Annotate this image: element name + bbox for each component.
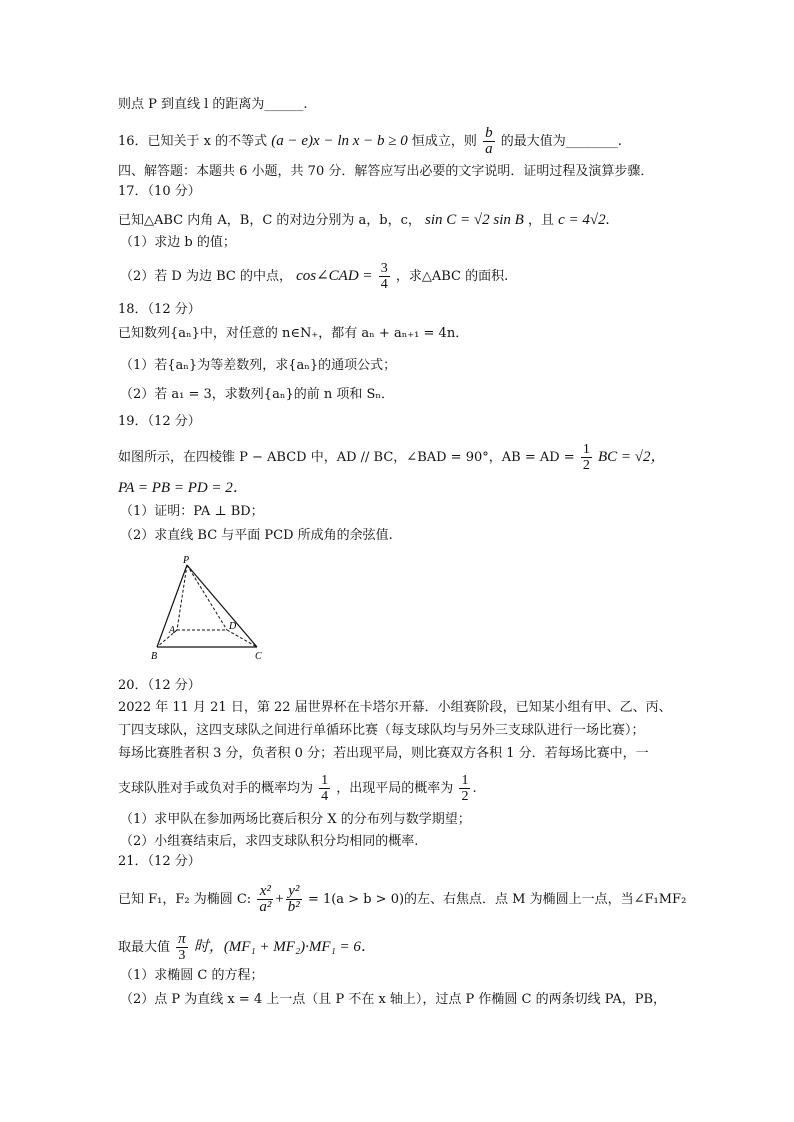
q20-heading: 20．（12 分） [118, 678, 201, 693]
edge-PD [187, 565, 227, 630]
q19-part-1: （1）证明：PA ⊥ BD； [120, 504, 264, 519]
question-17-stem: 已知△ABC 内角 A，B，C 的对边分别为 a，b，c， sin C = √2 sin B ，且 c = 4√2. [118, 212, 610, 228]
frac-1-over-2-b: $\frac{1}{2}$ [461, 773, 469, 804]
label-A: A [169, 625, 176, 636]
frac-y2-over-b2: $\frac{\text{y²}}{\text{b²}}$ [287, 883, 300, 915]
q19-heading: 19．（12 分） [118, 414, 201, 429]
question-18-stem: 已知数列{aₙ}中，对任意的 n∈N₊，都有 aₙ + aₙ₊₁ = 4n． [118, 326, 469, 341]
label-D: D [229, 621, 237, 632]
question-16 [118, 126, 622, 157]
question-19-stem: 如图所示，在四棱锥 P − ABCD 中，AD // BC，∠BAD = 90°，AB = AD = $\frac{1}{2}$ BC = √2， [118, 442, 666, 473]
pyramid-figure [145, 553, 275, 663]
label-P: P [183, 555, 190, 566]
q21-part-1: （1）求椭圆 C 的方程； [120, 968, 264, 983]
frac-b-over-a: $\frac{b}{a}$ [485, 125, 493, 157]
q20-line-4: 支球队胜对手或负对手的概率均为 $\frac{1}{4}$ ，出现平局的概率为 $\frac{1}{2}$ . [118, 773, 477, 804]
q16-text-c: 的最大值为________. [500, 134, 622, 149]
q20-part-1: （1）求甲队在参加两场比赛后积分 X 的分布列与数学期望； [120, 812, 471, 827]
frac-pi-over-3: $\frac{\pi}{3}$ [178, 931, 186, 963]
question-19-conditions: PA = PB = PD = 2． [118, 480, 248, 496]
frac-x2-over-a2: $\frac{\text{x²}}{\text{a²}}$ [259, 883, 272, 915]
label-B: B [151, 651, 158, 662]
frac-3-over-4: $\frac{3}{4}$ [380, 261, 388, 292]
frac-1-over-2: $\frac{1}{2}$ [582, 442, 590, 473]
edge-PA [177, 565, 187, 630]
q20-line-2: 丁四支球队，这四支球队之间进行单循环比赛（每支球队均与另外三支球队进行一场比赛）； [118, 723, 645, 738]
q21-heading: 21．（12 分） [118, 854, 201, 869]
q20-part-2: （2）小组赛结束后，求四支球队积分均相同的概率. [120, 834, 419, 849]
edge-DC [227, 630, 257, 647]
q17-heading: 17．（10 分） [118, 184, 201, 199]
question-21-condition: 取最大值 $\frac{\pi}{3}$ 时，(MF₁ + MF₂)·MF₁ = 6． [118, 931, 376, 963]
edge-PC [187, 565, 257, 647]
q16-text-b: 恒成立，则 [411, 134, 477, 149]
q21-part-2: （2）点 P 为直线 x = 4 上一点（且 P 不在 x 轴上），过点 P 作椭圆 C 的两条切线 PA，PB， [120, 992, 667, 1007]
question-21-stem: 已知 F₁，F₂ 为椭圆 C: $\frac{\text{x²}}{\text{a²}}$ + $\frac{\text{y²}}{\text{b²}}$ = 1(a > b > 0)的左、右焦点．点 M 为椭圆上一点，当∠F₁MF₂ [118, 883, 687, 915]
section-4-heading: 四、解答题：本题共 6 小题，共 70 分．解答应写出必要的文字说明．证明过程及演算步骤． [118, 164, 654, 179]
q18-part-1: （1）若{aₙ}为等差数列，求{aₙ}的通项公式； [120, 358, 397, 373]
frac-1-over-4: $\frac{1}{4}$ [321, 773, 329, 804]
q16-text-a: 16．已知关于 x 的不等式 [118, 134, 268, 149]
label-C: C [255, 651, 262, 662]
q17-part-1: （1）求边 b 的值； [120, 235, 236, 250]
q16-inequality: (a − e)x − ln x − b ≥ 0 [271, 133, 408, 149]
q18-part-2: （2）若 a₁ = 3，求数列{aₙ}的前 n 项和 Sₙ． [120, 387, 395, 402]
q17-part-2: （2）若 D 为边 BC 的中点， cos∠CAD = $\frac{3}{4}$ ，求△ABC 的面积. [120, 261, 509, 292]
q20-line-1: 2022 年 11 月 21 日，第 22 届世界杯在卡塔尔开幕．小组赛阶段，已知某小组有甲、乙、丙、 [118, 700, 672, 715]
q18-heading: 18．（12 分） [118, 302, 201, 317]
q19-part-2: （2）求直线 BC 与平面 PCD 所成角的余弦值. [120, 528, 393, 543]
q20-line-3: 每场比赛胜者积 3 分，负者积 0 分；若出现平局，则比赛双方各积 1 分．若每场比赛中，一 [118, 746, 649, 761]
line-distance: 则点 P 到直线 l 的距离为______. [118, 97, 308, 112]
